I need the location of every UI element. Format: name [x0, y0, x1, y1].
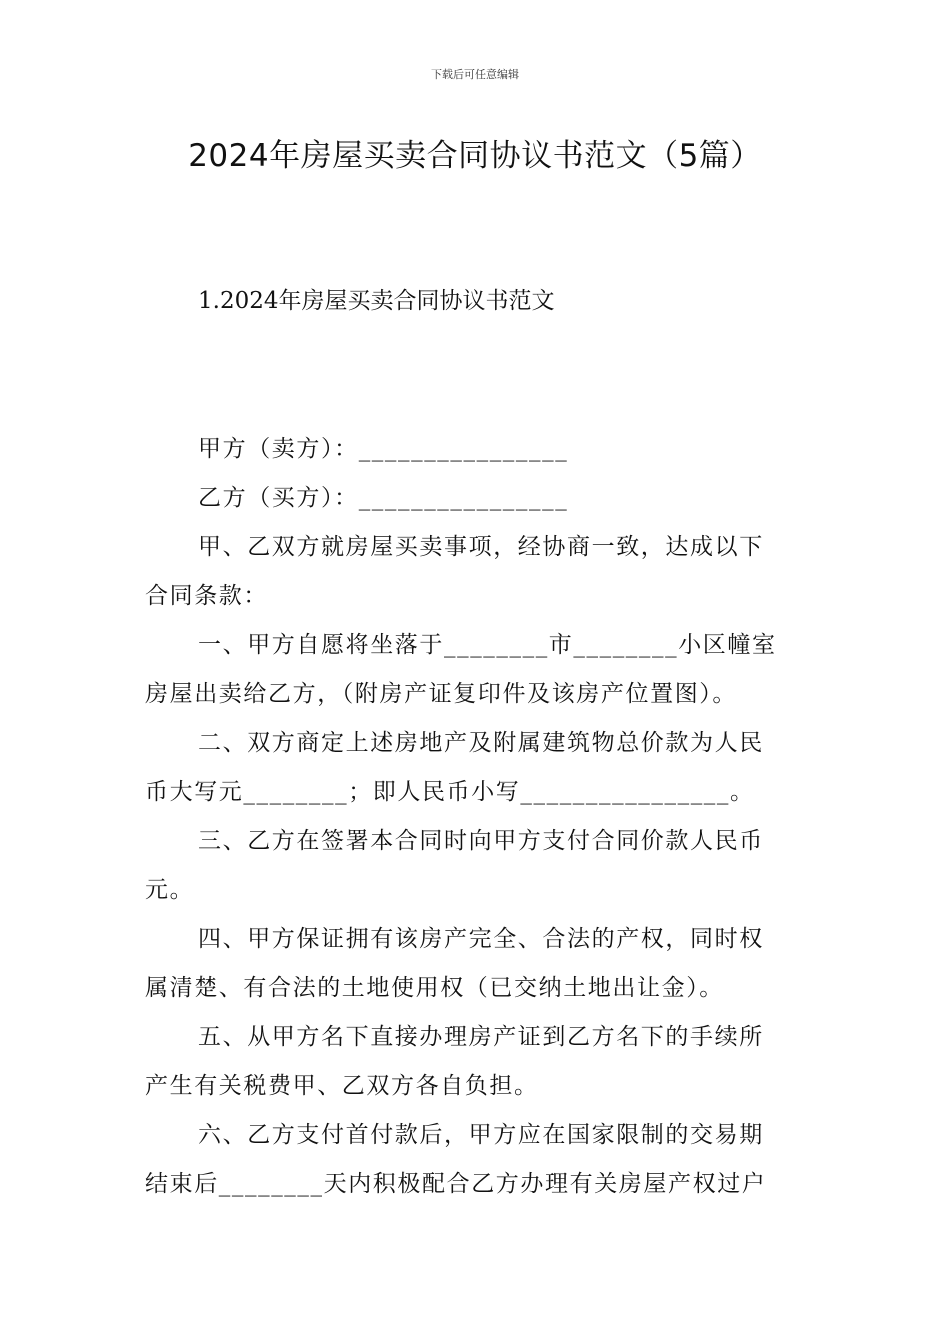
- paragraph-line: 六、乙方支付首付款后，甲方应在国家限制的交易期: [198, 1122, 764, 1148]
- paragraph-line: 三、乙方在签署本合同时向甲方支付合同价款人民币: [198, 828, 764, 854]
- party-b-text: 乙方（买方）：________________: [198, 485, 569, 511]
- clause-3: [145, 817, 807, 915]
- paragraph-line: 甲、乙双方就房屋买卖事项，经协商一致，达成以下: [198, 534, 764, 560]
- paragraph-line: 币大写元________；即人民币小写________________。: [145, 779, 755, 805]
- paragraph-line: 元。: [145, 877, 195, 903]
- paragraph-line: 房屋出卖给乙方，（附房产证复印件及该房产位置图）。: [145, 681, 737, 707]
- paragraph-line: 结束后________天内积极配合乙方办理有关房屋产权过户: [145, 1171, 767, 1197]
- clause-1: [145, 621, 807, 719]
- paragraph-line: 四、甲方保证拥有该房产完全、合法的产权，同时权: [198, 926, 764, 952]
- clause-6: [145, 1111, 807, 1209]
- clause-5: [145, 1013, 807, 1111]
- party-a-line: [145, 425, 807, 474]
- paragraph-line: 五、从甲方名下直接办理房产证到乙方名下的手续所: [198, 1024, 764, 1050]
- document-title: 2024年房屋买卖合同协议书范文（5篇）: [188, 138, 762, 174]
- clause-2: [145, 719, 807, 817]
- clause-4: [145, 915, 807, 1013]
- paragraph-line: 产生有关税费甲、乙双方各自负担。: [145, 1073, 539, 1099]
- contract-clauses: [145, 523, 807, 1209]
- section-title: 1.2024年房屋买卖合同协议书范文: [198, 288, 555, 314]
- party-b-line: [145, 474, 807, 523]
- paragraph-intro: [145, 523, 807, 621]
- header-note: 下载后可任意编辑: [431, 68, 519, 81]
- paragraph-line: 二、双方商定上述房地产及附属建筑物总价款为人民: [198, 730, 764, 756]
- paragraph-line: 合同条款：: [145, 583, 268, 609]
- party-a-text: 甲方（卖方）：________________: [198, 436, 569, 462]
- paragraph-line: 一、甲方自愿将坐落于________市________小区幢室: [198, 632, 777, 658]
- paragraph-line: 属清楚、有合法的土地使用权（已交纳土地出让金）。: [145, 975, 724, 1001]
